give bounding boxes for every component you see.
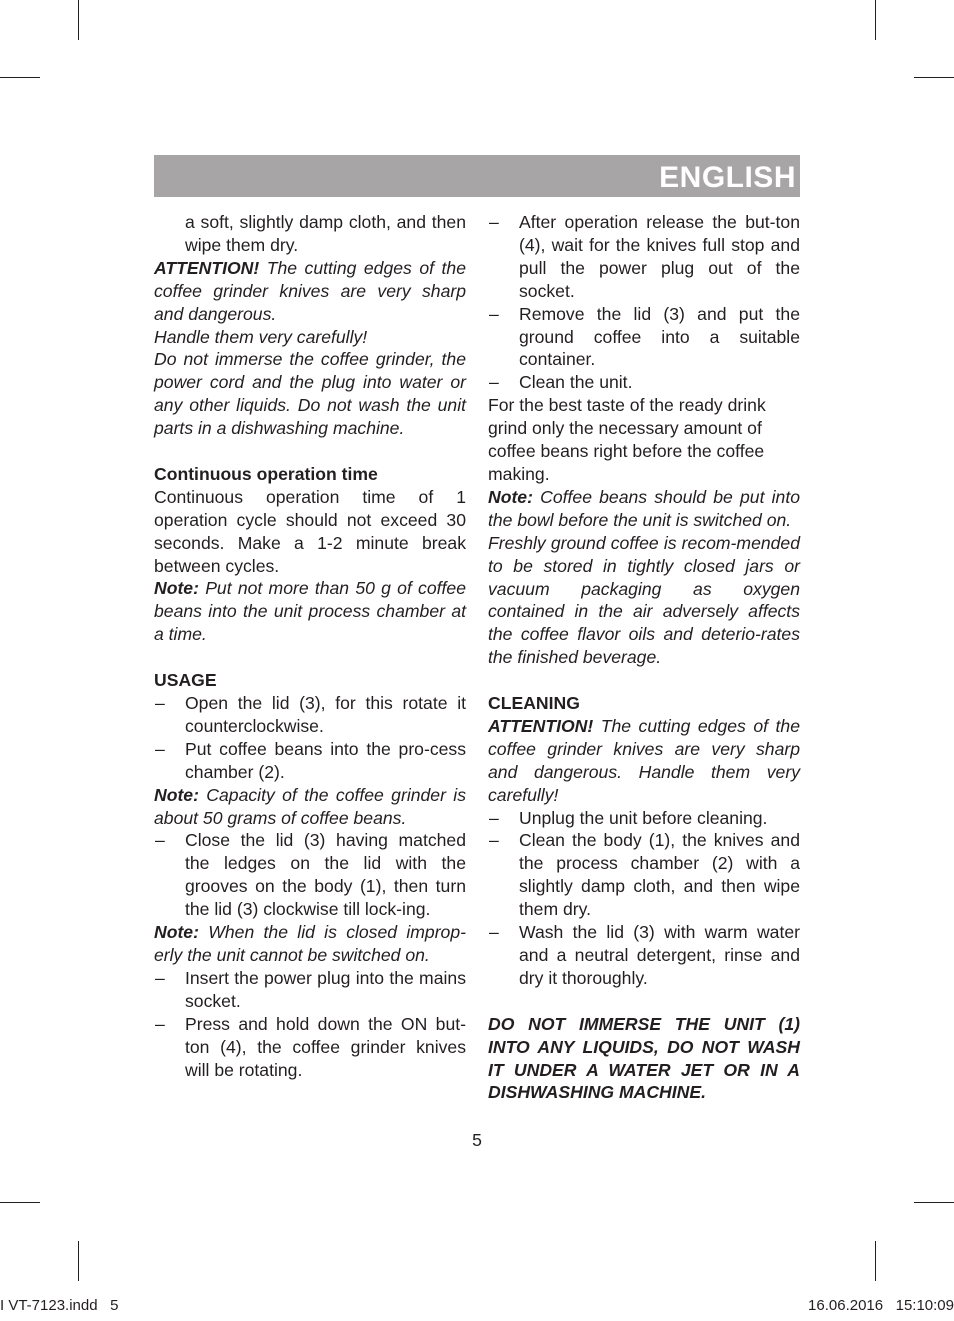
taste-text: For the best taste of the ready drink grind only the necessary amount of coffee beans right before the coffee making. bbox=[488, 395, 766, 484]
crop-mark bbox=[914, 1202, 954, 1203]
attention-label: ATTENTION! bbox=[488, 715, 594, 736]
list-item: – Wash the lid (3) with warm water and a neutral detergent, rinse and dry it thoroughly. bbox=[488, 921, 800, 990]
cleaning-list bbox=[488, 807, 800, 990]
attention-label: ATTENTION! bbox=[154, 257, 260, 278]
note-text: Coffee beans should be put into the bowl before the unit is switched on. bbox=[488, 486, 800, 530]
usage-list bbox=[154, 829, 466, 921]
cleaning-heading: CLEANING bbox=[488, 693, 580, 714]
usage-list bbox=[154, 692, 466, 784]
page-number: 5 bbox=[472, 1130, 482, 1150]
usage-list bbox=[154, 967, 466, 1082]
language-header bbox=[154, 155, 800, 197]
usage-heading: USAGE bbox=[154, 670, 217, 691]
crop-mark bbox=[875, 0, 876, 40]
crop-mark bbox=[78, 0, 79, 40]
list-item: – Close the lid (3) having matched the ledges on the lid with the grooves on the body (1), then turn the lid (3) clockwise till lock-ing. bbox=[154, 829, 466, 921]
continuous-heading: Continuous operation time bbox=[154, 463, 378, 484]
slug-file: I VT-7123.indd 5 bbox=[0, 1297, 119, 1314]
note-paragraph bbox=[488, 486, 800, 532]
attention-text: The cutting edges of the coffee grinder knives are very sharp and dangerous. Handle them very carefully! bbox=[488, 715, 800, 805]
note-paragraph bbox=[154, 577, 466, 646]
note-paragraph bbox=[154, 784, 466, 830]
language-title: ENGLISH bbox=[659, 161, 796, 194]
immerse-warning: Do not immerse the coffee grinder, the power cord and the plug into water or any other liquids. Do not wash the unit parts in a dishwashing machine. bbox=[154, 349, 466, 439]
intro-continuation: a soft, slightly damp cloth, and then wipe them dry. bbox=[185, 212, 466, 255]
list-item: – Open the lid (3), for this rotate it counterclockwise. bbox=[154, 692, 466, 738]
slug-date: 16.06.2016 15:10:09 bbox=[808, 1297, 954, 1314]
note-text: Put not more than 50 g of coffee beans into the unit process chamber at a time. bbox=[154, 578, 466, 645]
list-item: – Unplug the unit before cleaning. bbox=[488, 807, 800, 830]
note-paragraph bbox=[154, 921, 466, 967]
list-item: – Put coffee beans into the pro-cess chamber (2). bbox=[154, 738, 466, 784]
crop-mark bbox=[875, 1241, 876, 1281]
list-item: – Clean the body (1), the knives and the process chamber (2) with a slightly damp cloth, and then wipe them dry. bbox=[488, 829, 800, 921]
storage-text: Freshly ground coffee is recom-mended to be stored in tightly closed jars or vacuum packaging as oxygen contained in the air adversely affects the coffee flavor oils and deterio-rates the finished beverage. bbox=[488, 532, 800, 668]
crop-mark bbox=[914, 77, 954, 78]
list-item: – After operation release the but-ton (4), wait for the knives full stop and pull the power plug out of the socket. bbox=[488, 211, 800, 303]
note-label: Note: bbox=[154, 578, 199, 599]
left-column bbox=[154, 211, 466, 1081]
list-item: – Clean the unit. bbox=[488, 371, 800, 394]
note-text: Capacity of the coffee grinder is about 50 grams of coffee beans. bbox=[154, 784, 466, 828]
list-item: – Press and hold down the ON but-ton (4), the coffee grinder knives will be rotating. bbox=[154, 1013, 466, 1082]
note-label: Note: bbox=[154, 922, 199, 943]
crop-mark bbox=[78, 1241, 79, 1281]
handle-carefully-text: Handle them very carefully! bbox=[154, 326, 368, 347]
attention-paragraph bbox=[154, 257, 466, 326]
list-item: – Remove the lid (3) and put the ground coffee into a suitable container. bbox=[488, 303, 800, 372]
crop-mark bbox=[0, 77, 40, 78]
attention-text: The cutting edges of the coffee grinder knives are very sharp and dangerous. bbox=[154, 257, 466, 324]
attention-paragraph bbox=[488, 715, 800, 807]
note-label: Note: bbox=[488, 486, 533, 507]
usage-list bbox=[488, 211, 800, 394]
immersion-warning-caps: DO NOT IMMERSE THE UNIT (1) INTO ANY LIQUIDS, DO NOT WASH IT UNDER A WATER JET OR IN A DISHWASHING MACHINE. bbox=[488, 1013, 800, 1103]
list-item: – Insert the power plug into the mains socket. bbox=[154, 967, 466, 1013]
continuous-text: Continuous operation time of 1 operation cycle should not exceed 30 seconds. Make a 1-2 minute break between cycles. bbox=[154, 486, 466, 576]
note-label: Note: bbox=[154, 784, 199, 805]
note-text: When the lid is closed improp-erly the unit cannot be switched on. bbox=[154, 922, 466, 965]
right-column bbox=[488, 211, 800, 1104]
crop-mark bbox=[0, 1202, 40, 1203]
